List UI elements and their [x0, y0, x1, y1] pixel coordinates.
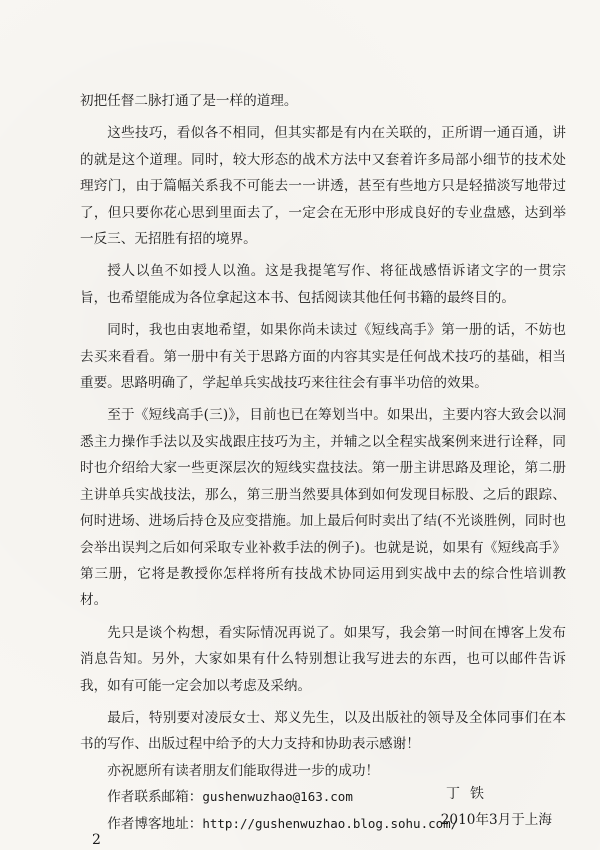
email-label: 作者联系邮箱： — [107, 789, 203, 806]
page-number: 2 — [92, 832, 101, 848]
paragraph-plan: 先只是谈个构想，看实际情况再说了。如果写，我会第一时间在博客上发布消息告知。另外，大家如果有什么特别想让我写进去的东西，也可以邮件告诉我，如有可能一定会加以考虑及采纳。 — [80, 624, 566, 694]
blog-address: http://gushenwuzhao.blog.sohu.com/ — [202, 815, 459, 831]
paragraph-techniques: 这些技巧，看似各不相同，但其实都是有内在关联的，正所谓一通百通，讲的就是这个道理。同时，较大形态的战术方法中又套着许多局部小细节的技术处理窍门，由于篇幅关系我不可能去一一讲透，甚至有些地方只是轻描淡写地带过了，但只要你花心思到里面去了，一定会在无形中形成良好的专业盘感，达到举一反三、无招胜有招的境界。 — [80, 125, 566, 248]
page-body — [80, 88, 566, 837]
paragraph-continuation: 初把任督二脉打通了是一样的道理。 — [80, 93, 298, 109]
email-address: gushenwuzhao@163.com — [202, 789, 353, 805]
paragraph-teach-fishing: 授人以鱼不如授人以渔。这是我提笔写作、将征战感悟诉诸文字的一贯宗旨，也希望能成为各位拿起这本书、包括阅读其他任何书籍的最终目的。 — [80, 263, 566, 306]
paragraph-first-volume: 同时，我也由衷地希望，如果你尚未读过《短线高手》第一册的话，不妨也去买来看看。第一册中有关于思路方面的内容其实是任何战术技巧的基础，相当重要。思路明确了，学起单兵实战技巧来往往会有事半功倍的效果。 — [80, 322, 566, 392]
paragraph-wishes: 亦祝愿所有读者朋友们能取得进一步的成功！ — [107, 762, 380, 779]
paragraph-third-volume: 至于《短线高手(三)》，目前也已在筹划当中。如果出，主要内容大致会以洞悉主力操作手法以及实战跟庄技巧为主，并辅之以全程实战案例来进行诠释，同时也介绍给大家一些更深层次的短线实盘技法。第一册主讲思路及理论，第二册主讲单兵实战技法，那么，第三册当然要具体到如何发现目标股、之后的跟踪、何时进场、进场后持仓及应变措施。加上最后何时卖出了结(不光谈胜例，同时也会举出误判之后如何采取专业补救手法的例子)。也就是说，如果有《短线高手》第三册，它将是教授你怎样将所有技战术协同运用到实战中去的综合性培训教材。 — [80, 407, 566, 609]
signing-date: 2010年3月于上海 — [440, 812, 552, 828]
author-signature: 丁铁 — [446, 786, 494, 802]
blog-label: 作者博客地址： — [107, 815, 203, 832]
paragraph-thanks: 最后，特别要对凌辰女士、郑义先生，以及出版社的领导及全体同事们在本书的写作、出版过程中给予的大力支持和协助表示感谢！ — [80, 709, 566, 753]
